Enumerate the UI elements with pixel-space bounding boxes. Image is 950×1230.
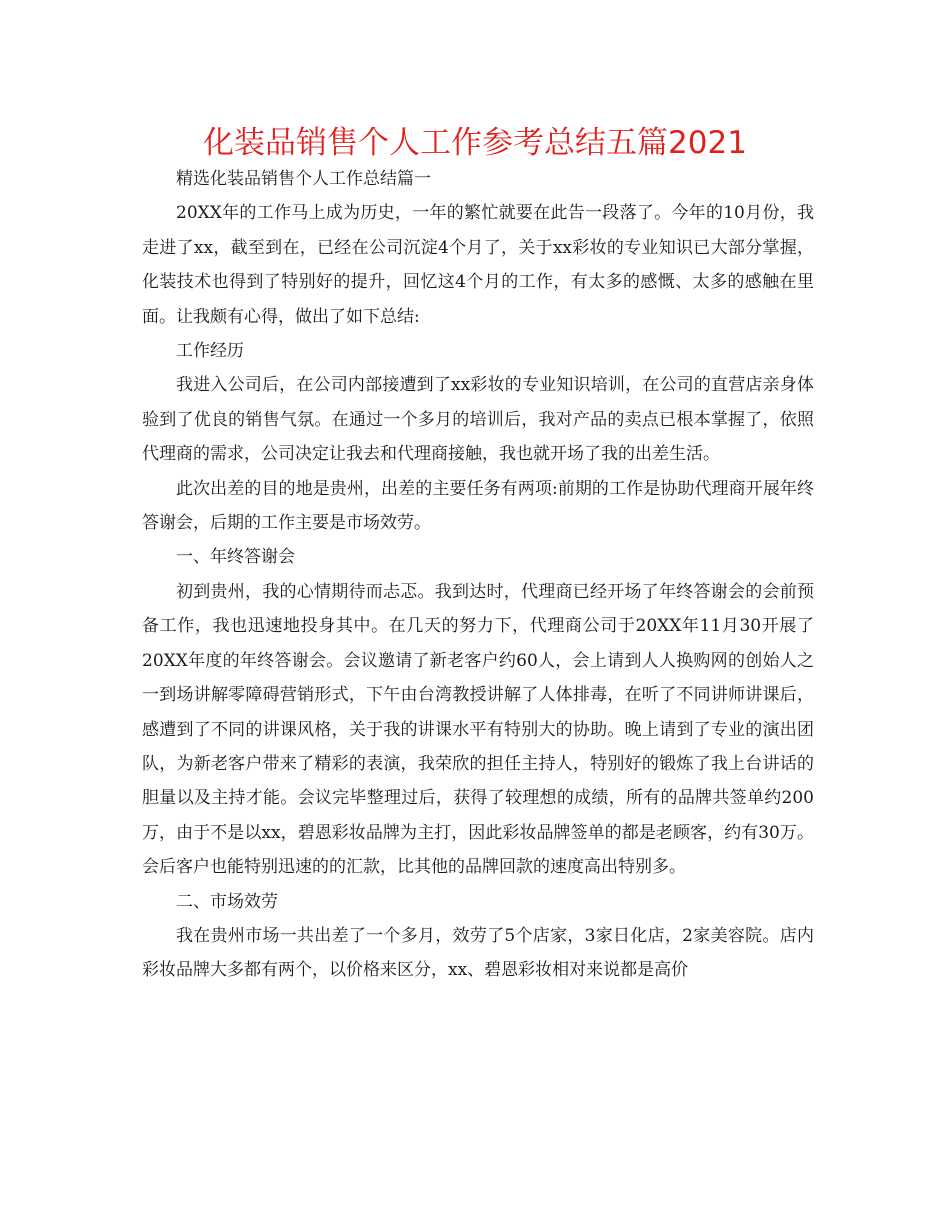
body-paragraph: 20XX年的工作马上成为历史，一年的繁忙就要在此告一段落了。今年的10月份，我走进了xx，截至到在，已经在公司沉淀4个月了，关于xx彩妆的专业知识已大部分掌握，化装技术也得到了特别好的提升，回忆这4个月的工作，有太多的感慨、太多的感触在里面。让我颇有心得，做出了如下总结: <box>142 203 814 327</box>
body-paragraph: 此次出差的目的地是贵州，出差的主要任务有两项:前期的工作是协助代理商开展年终答谢会，后期的工作主要是市场效劳。 <box>142 478 814 534</box>
section-heading: 一、年终答谢会 <box>176 547 295 568</box>
body-paragraph: 我在贵州市场一共出差了一个多月，效劳了5个店家，3家日化店，2家美容院。店内彩妆品牌大多都有两个，以价格来区分，xx、碧恩彩妆相对来说都是高价 <box>142 925 814 981</box>
body-paragraph: 初到贵州，我的心情期待而忐忑。我到达时，代理商已经开场了年终答谢会的会前预备工作，我也迅速地投身其中。在几天的努力下，代理商公司于20XX年11月30开展了20XX年度的年终答谢会。会议邀请了新老客户约60人，会上请到人人换购网的创始人之一到场讲解零障碍营销形式，下午由台湾教授讲解了人体排毒，在听了不同讲师讲课后，感遭到了不同的讲课风格，关于我的讲课水平有特别大的协助。晚上请到了专业的演出团队，为新老客户带来了精彩的表演，我荣欣的担任主持人，特别好的锻炼了我上台讲话的胆量以及主持才能。会议完毕整理过后，获得了较理想的成绩，所有的品牌共签单约200万，由于不是以xx，碧恩彩妆品牌为主打，因此彩妆品牌签单的都是老顾客，约有30万。会后客户也能特别迅速的的汇款，比其他的品牌回款的速度高出特别多。 <box>142 581 814 878</box>
section-heading: 工作经历 <box>176 341 244 362</box>
section-heading: 二、市场效劳 <box>176 891 278 912</box>
document-body <box>142 162 814 988</box>
section-heading: 精选化装品销售个人工作总结篇一 <box>176 169 431 189</box>
document-title: 化装品销售个人工作参考总结五篇2021 <box>203 125 747 161</box>
body-paragraph: 我进入公司后，在公司内部接遭到了xx彩妆的专业知识培训，在公司的直营店亲身体验到了优良的销售气氛。在通过一个多月的培训后，我对产品的卖点已根本掌握了，依照代理商的需求，公司决定让我去和代理商接触，我也就开场了我的出差生活。 <box>142 375 814 465</box>
